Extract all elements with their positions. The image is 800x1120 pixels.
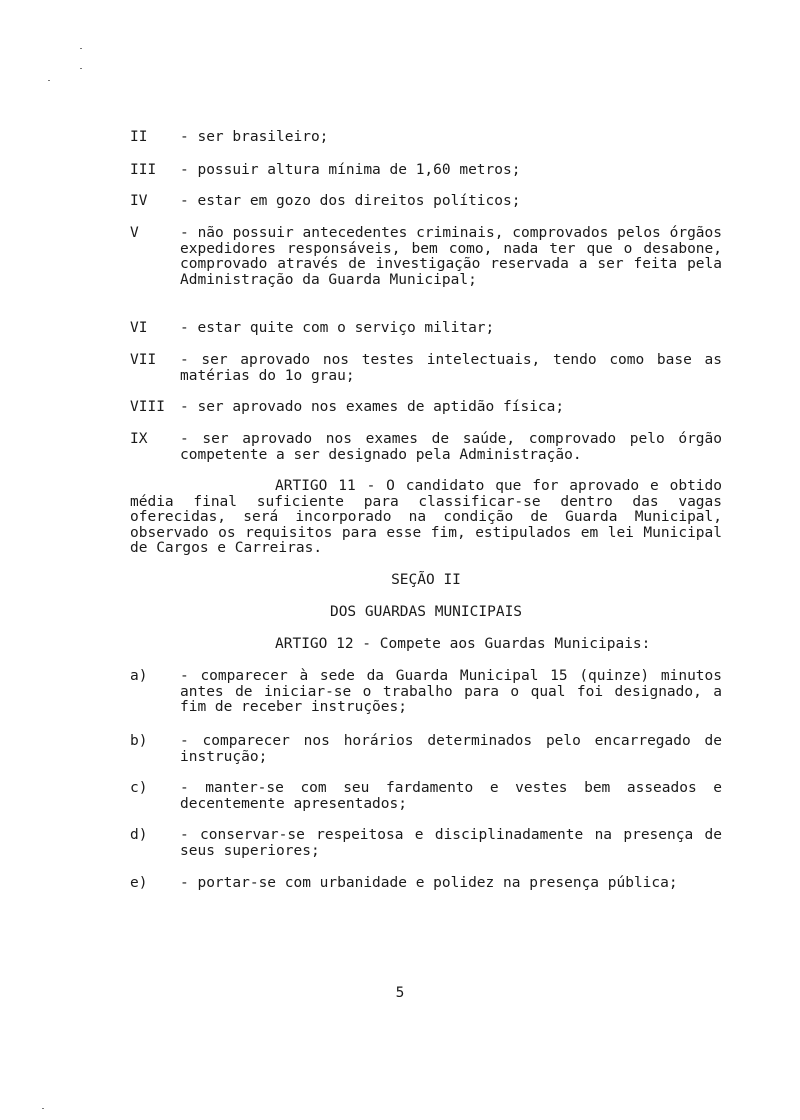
artigo-12-heading: ARTIGO 12 - Compete aos Guardas Municipais: <box>275 636 651 652</box>
item-marker: IX <box>130 431 148 447</box>
artigo-11-text: ARTIGO 11 - O candidato que for aprovado e obtido média final suficiente para classificar-se dentro das vagas oferecidas, será incorporado na condição de Guarda Municipal, observado os requisitos para esse fim, estipulados em lei Municipal de Cargos e Carreiras. <box>130 478 722 556</box>
item-text: - comparecer à sede da Guarda Municipal 15 (quinze) minutos antes de iniciar-se o trabalho para o qual foi designado, a fim de receber instruções; <box>180 668 722 715</box>
item-text: - estar quite com o serviço militar; <box>180 320 495 336</box>
item-marker: IV <box>130 193 148 209</box>
item-marker: b) <box>130 733 148 749</box>
item-marker: VIII <box>130 399 165 415</box>
page-number: 5 <box>395 985 405 1001</box>
item-text: - ser aprovado nos exames de saúde, comprovado pelo órgão competente a ser designado pela Administração. <box>180 431 722 463</box>
item-text: - estar em gozo dos direitos políticos; <box>180 193 521 209</box>
item-text: - ser aprovado nos testes intelectuais, tendo como base as matérias do 1o grau; <box>180 352 722 384</box>
scan-speck <box>42 1108 44 1109</box>
item-text: - possuir altura mínima de 1,60 metros; <box>180 162 521 178</box>
item-text: - manter-se com seu fardamento e vestes bem asseados e decentemente apresentados; <box>180 780 722 812</box>
item-marker: III <box>130 162 157 178</box>
item-text: - ser aprovado nos exames de aptidão física; <box>180 399 565 415</box>
item-text: - conservar-se respeitosa e disciplinadamente na presença de seus superiores; <box>180 827 722 859</box>
section-heading: SEÇÃO II <box>391 572 461 588</box>
item-marker: a) <box>130 668 148 684</box>
item-marker: V <box>130 225 139 241</box>
item-text: - portar-se com urbanidade e polidez na presença pública; <box>180 875 678 891</box>
item-marker: VI <box>130 320 148 336</box>
item-text: - não possuir antecedentes criminais, comprovados pelos órgãos expedidores responsáveis, bem como, nada ter que o desabone, comprovado através de investigação reservada a ser feita pela Administração da Guarda Municipal; <box>180 225 722 288</box>
artigo-11-paragraph <box>130 479 722 557</box>
item-marker: c) <box>130 780 148 796</box>
item-marker: VII <box>130 352 157 368</box>
section-title: DOS GUARDAS MUNICIPAIS <box>329 604 523 620</box>
item-marker: d) <box>130 827 148 843</box>
item-text: - ser brasileiro; <box>180 129 329 145</box>
scan-speck <box>80 68 82 69</box>
item-marker: II <box>130 129 148 145</box>
scan-speck <box>80 48 82 49</box>
scan-speck <box>48 80 50 81</box>
item-marker: e) <box>130 875 148 891</box>
item-text: - comparecer nos horários determinados pelo encarregado de instrução; <box>180 733 722 765</box>
